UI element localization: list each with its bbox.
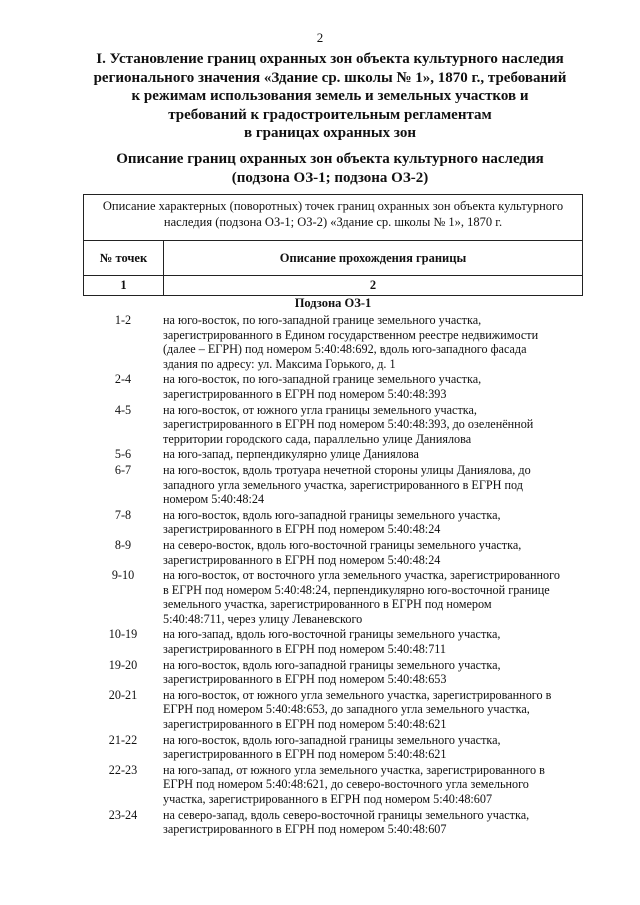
row-description — [163, 538, 588, 567]
row-points: 23-24 — [108, 807, 138, 822]
row-points: 7-8 — [114, 507, 132, 522]
row-points: 9-10 — [111, 568, 135, 583]
table-row — [83, 688, 593, 732]
table-row — [83, 568, 593, 626]
table-caption — [83, 194, 583, 240]
table-column-numbers-row — [83, 275, 583, 296]
description-line: (далее – ЕГРН) под номером 5:40:48:692, вдоль юго-западного фасада — [163, 342, 527, 357]
description-line: ЕГРН под номером 5:40:48:653, до западного угла земельного участка, — [163, 702, 530, 717]
description-line: на юго-восток, вдоль тротуара нечетной стороны улицы Даниялова, до — [163, 462, 531, 477]
caption-line: Описание характерных (поворотных) точек границ охранных зон объекта культурного — [102, 199, 564, 213]
row-description — [163, 568, 588, 626]
table-row — [83, 463, 593, 507]
table-row — [83, 763, 593, 807]
row-points: 21-22 — [108, 732, 138, 747]
row-description — [163, 733, 588, 762]
row-description — [163, 403, 588, 447]
table-header-row — [83, 240, 583, 276]
page-number: 2 — [316, 30, 324, 45]
heading-line: к режимам использования земель и земельных участков и — [131, 88, 529, 104]
description-line: на северо-восток, вдоль юго-восточной границы земельного участка, — [163, 537, 522, 552]
description-line: на юго-восток, от южного угла границы земельного участка, — [163, 402, 477, 417]
row-points: 8-9 — [114, 537, 132, 552]
document-heading — [70, 50, 590, 143]
row-points: 22-23 — [108, 762, 138, 777]
heading-line: регионального значения «Здание ср. школы № 1», 1870 г., требований — [93, 69, 567, 86]
row-description — [163, 808, 588, 837]
description-line: на юго-восток, вдоль юго-западной границы земельного участка, — [163, 657, 501, 672]
caption-line: наследия (подзона ОЗ-1; ОЗ-2) «Здание ср. школы № 1», 1870 г. — [163, 215, 503, 229]
description-line: номером 5:40:48:24 — [163, 492, 265, 507]
description-line: зарегистрированного в ЕГРН под номером 5:40:48:621 — [163, 717, 447, 732]
table-row — [83, 733, 593, 762]
column-header-points: № точек — [84, 241, 164, 275]
description-line: на юго-запад, перпендикулярно улице Даниялова — [163, 447, 419, 462]
row-description — [163, 463, 588, 507]
description-line: западного угла земельного участка, зарегистрированного в ЕГРН под — [163, 477, 523, 492]
column-number-1: 1 — [84, 276, 164, 295]
row-points: 6-7 — [114, 462, 132, 477]
row-description — [163, 688, 588, 732]
row-points: 20-21 — [108, 687, 138, 702]
heading-line: в границах охранных зон — [244, 125, 416, 141]
description-line: зарегистрированного в ЕГРН под номером 5:40:48:621 — [163, 747, 447, 762]
description-line: на юго-восток, от южного угла земельного участка, зарегистрированного в — [163, 687, 552, 702]
row-points: 5-6 — [114, 447, 132, 462]
subheading-line: (подзона ОЗ-1; подзона ОЗ-2) — [231, 169, 429, 186]
row-description — [163, 763, 588, 807]
description-line: зарегистрированного в ЕГРН под номером 5:40:48:607 — [163, 822, 447, 837]
description-line: на северо-запад, вдоль северо-восточной границы земельного участка, — [163, 807, 530, 822]
description-line: зарегистрированного в ЕГРН под номером 5:40:48:24 — [163, 522, 441, 537]
section-subheading — [70, 150, 590, 187]
description-line: зарегистрированного в ЕГРН под номером 5:40:48:393 — [163, 386, 447, 401]
table-row — [83, 538, 593, 567]
heading-line: I. Установление границ охранных зон объекта культурного наследия — [96, 51, 564, 67]
description-line: зарегистрированного в Едином государственном реестре недвижимости — [163, 327, 539, 342]
column-number-2: 2 — [369, 278, 377, 292]
row-points: 1-2 — [114, 313, 132, 327]
description-line: зарегистрированного в ЕГРН под номером 5:40:48:393, до озеленённой — [163, 417, 534, 432]
row-description — [163, 313, 588, 371]
row-points: 10-19 — [108, 627, 138, 642]
table-row — [83, 447, 593, 462]
subheading-line: Описание границ охранных зон объекта культурного наследия — [116, 151, 544, 167]
row-points: 19-20 — [108, 657, 138, 672]
description-line: территории городского сада, параллельно улице Даниялова — [163, 431, 472, 446]
row-points: 2-4 — [114, 372, 132, 387]
description-line: на юго-восток, вдоль юго-западной границы земельного участка, — [163, 732, 501, 747]
description-line: зарегистрированного в ЕГРН под номером 5:40:48:711 — [163, 642, 447, 657]
boundary-table-body — [83, 313, 593, 838]
description-line: на юго-восток, от восточного угла земельного участка, зарегистрированного — [163, 568, 560, 583]
description-line: участка, зарегистрированного в ЕГРН под номером 5:40:48:607 — [163, 792, 493, 806]
row-description — [163, 508, 588, 537]
table-row — [83, 403, 593, 447]
description-line: здания по адресу: ул. Максима Горького, д. 1 — [163, 356, 396, 371]
description-line: 5:40:48:711, через улицу Леваневского — [163, 611, 363, 626]
row-points: 4-5 — [114, 402, 132, 417]
table-row — [83, 313, 593, 371]
subzone-title: Подзона ОЗ-1 — [294, 296, 372, 310]
column-header-description: Описание прохождения границы — [279, 250, 467, 265]
row-description — [163, 447, 588, 462]
row-description — [163, 372, 588, 401]
table-row — [83, 508, 593, 537]
row-description — [163, 627, 588, 656]
description-line: на юго-запад, вдоль юго-восточной границы земельного участка, — [163, 627, 501, 642]
description-line: зарегистрированного в ЕГРН под номером 5:40:48:24 — [163, 552, 441, 567]
description-line: на юго-запад, от южного угла земельного участка, зарегистрированного в — [163, 762, 545, 777]
heading-line: требований к градостроительным регламентам — [168, 106, 492, 123]
row-description — [163, 658, 588, 687]
table-row — [83, 808, 593, 837]
description-line: земельного участка, зарегистрированного в ЕГРН под номером — [163, 597, 492, 612]
description-line: ЕГРН под номером 5:40:48:621, до северо-восточного угла земельного — [163, 777, 529, 792]
description-line: на юго-восток, по юго-западной границе земельного участка, — [163, 313, 482, 327]
table-row — [83, 372, 593, 401]
description-line: на юго-восток, вдоль юго-западной границы земельного участка, — [163, 507, 501, 522]
description-line: зарегистрированного в ЕГРН под номером 5:40:48:653 — [163, 672, 447, 687]
table-row — [83, 658, 593, 687]
description-line: на юго-восток, по юго-западной границе земельного участка, — [163, 372, 482, 387]
table-row — [83, 627, 593, 656]
description-line: в ЕГРН под номером 5:40:48:24, перпендикулярно юго-восточной границе — [163, 582, 550, 597]
